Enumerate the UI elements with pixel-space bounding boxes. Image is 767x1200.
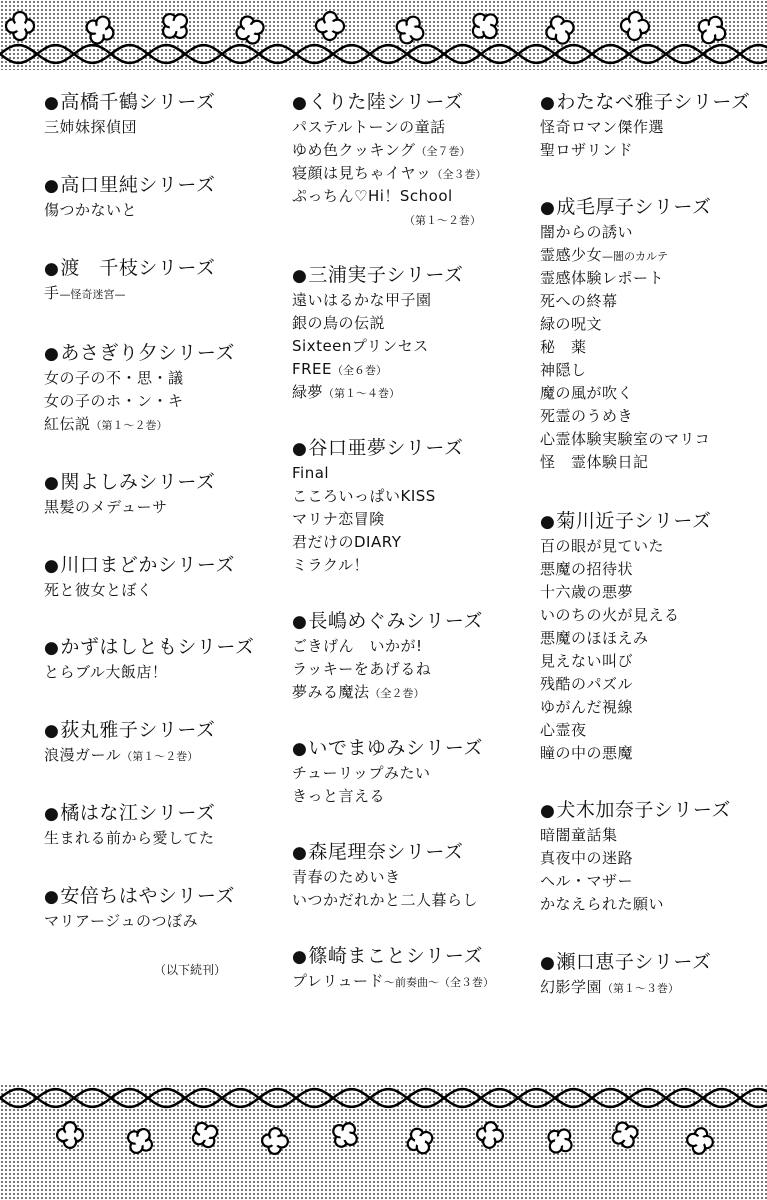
series-title: ● 渡 千枝シリーズ	[44, 254, 276, 282]
series-title: ● いでまゆみシリーズ	[292, 734, 532, 762]
bottom-wavy-ribbon-border	[0, 1070, 767, 1200]
book-title: いのちの火が見える	[540, 606, 680, 624]
book-title: 秘 薬	[540, 338, 587, 356]
flower-icon	[608, 1118, 642, 1152]
series-title: ● 犬木加奈子シリーズ	[540, 796, 765, 824]
series-title: ● 成毛厚子シリーズ	[540, 193, 765, 221]
series-title: ● あさぎり夕シリーズ	[44, 339, 276, 367]
flower-icon	[122, 1123, 157, 1158]
series-block	[44, 882, 276, 933]
book-main-title: 幻影学園	[540, 978, 603, 996]
series-title: ● かずはしともシリーズ	[44, 633, 276, 661]
book-title: 死霊のうめき	[540, 407, 634, 425]
book-title: Final	[292, 464, 330, 482]
book-title: きっと言える	[292, 787, 386, 805]
flower-icon	[685, 1126, 715, 1156]
volume-note: （全３巻）	[431, 168, 487, 181]
series-block	[44, 468, 276, 519]
flower-icon	[155, 6, 195, 46]
book-title: ヘル・マザー	[540, 872, 634, 890]
book-title	[44, 282, 276, 305]
volume-note: （第１～２巻）	[121, 750, 199, 763]
book-title: 真夜中の迷路	[540, 849, 634, 867]
series-title: ● 高橋千鶴シリーズ	[44, 88, 276, 116]
book-title: かなえられた願い	[540, 895, 665, 913]
series-title: ● 長嶋めぐみシリーズ	[292, 607, 532, 635]
book-title: 緑の呪文	[540, 315, 603, 333]
book-title: 生まれる前から愛してた	[44, 829, 215, 847]
book-title: 百の眼が見ていた	[540, 537, 665, 555]
book-title	[44, 413, 276, 436]
flower-icon	[476, 1121, 504, 1149]
book-title: 悪魔のほほえみ	[540, 629, 649, 647]
book-subtitle: ～前奏曲～	[383, 976, 439, 989]
book-title: ゆがんだ視線	[540, 698, 634, 716]
footnote-continued: （以下続刊）	[154, 963, 227, 977]
series-block	[540, 796, 765, 916]
book-title: とらブル大飯店！	[44, 663, 168, 681]
volume-note: （第１～２巻）	[404, 214, 481, 227]
series-title: ● 三浦実子シリーズ	[292, 261, 532, 289]
book-title: マリアージュのつぼみ	[44, 912, 198, 930]
series-block	[44, 716, 276, 767]
book-title: ミラクル！	[292, 556, 370, 574]
book-title: 魔の風が吹く	[540, 384, 634, 402]
book-title: 心霊体験実験室のマリコ	[540, 430, 711, 448]
book-title: 死への終幕	[540, 292, 618, 310]
flower-icon	[232, 12, 268, 48]
book-title	[292, 139, 532, 162]
book-title	[44, 744, 276, 767]
book-title: 神隠し	[540, 361, 587, 379]
book-title: 死と彼女とぼく	[44, 581, 153, 599]
book-title: 闇からの誘い	[540, 223, 634, 241]
book-subtitle: —闇のカルテ	[602, 250, 669, 263]
book-title: 女の子のホ・ン・キ	[44, 392, 184, 410]
book-title: ラッキーをあげるね	[292, 660, 432, 678]
book-title: 三姉妹探偵団	[44, 118, 138, 136]
book-title: 残酷のパズル	[540, 675, 634, 693]
book-title	[292, 358, 532, 381]
book-main-title: 浪漫ガール	[44, 746, 122, 764]
book-title: マリナ恋冒険	[292, 510, 385, 528]
book-title: 遠いはるかな甲子園	[292, 291, 432, 309]
flower-icon	[465, 6, 505, 46]
volume-note: （第１～４巻）	[323, 387, 401, 400]
book-main-title: ゆめ色クッキング	[292, 141, 416, 159]
book-title: いつかだれかと二人暮らし	[292, 891, 479, 909]
book-main-title: 緑夢	[292, 383, 324, 401]
volume-note: （第１～２巻）	[90, 419, 168, 432]
flower-icon	[403, 1124, 437, 1158]
series-title: ● 篠崎まことシリーズ	[292, 942, 532, 970]
book-title: 悪魔の招待状	[540, 560, 634, 578]
top-flower-row	[6, 6, 731, 49]
book-subtitle: —怪奇迷宮—	[59, 288, 126, 301]
series-block	[540, 88, 765, 162]
book-title	[292, 162, 532, 185]
book-title: こころいっぱいKISS	[292, 487, 436, 505]
series-block	[292, 734, 532, 808]
series-block	[44, 88, 276, 139]
series-title: ● 関よしみシリーズ	[44, 468, 276, 496]
volume-note: （全７巻）	[415, 145, 471, 158]
book-title: 心霊夜	[540, 721, 587, 739]
series-block	[44, 551, 276, 602]
book-title: パステルトーンの童話	[292, 118, 446, 136]
book-main-title: 寝顔は見ちゃイヤッ	[292, 164, 432, 182]
book-title: 青春のためいき	[292, 868, 401, 886]
top-wavy-ribbon-border	[0, 0, 767, 82]
flower-icon	[327, 1117, 363, 1153]
book-title: チューリップみたい	[292, 764, 431, 782]
book-title: 黒髪のメデューサ	[44, 498, 168, 516]
book-main-title: 霊感少女	[540, 246, 603, 264]
book-title: 十六歳の悪夢	[540, 583, 634, 601]
flower-icon	[82, 12, 119, 49]
flower-icon	[542, 12, 578, 48]
series-title: ● 瀬口恵子シリーズ	[540, 948, 765, 976]
book-main-title: プレリュード	[292, 972, 384, 990]
book-title	[292, 970, 532, 993]
series-block	[540, 193, 765, 474]
series-block	[292, 434, 532, 577]
bottom-flower-row	[57, 1117, 715, 1159]
book-title: 暗闇童話集	[540, 826, 618, 844]
series-block	[44, 339, 276, 436]
series-block	[44, 799, 276, 850]
series-title: ● 橘はな江シリーズ	[44, 799, 276, 827]
series-block	[44, 171, 276, 222]
flower-icon	[542, 1123, 578, 1159]
volume-note: （全６巻）	[332, 364, 388, 377]
flower-icon	[391, 11, 428, 48]
book-title: 怪奇ロマン傑作選	[540, 118, 665, 136]
flower-icon	[261, 1127, 288, 1154]
series-block	[292, 838, 532, 912]
book-title	[292, 681, 532, 704]
book-main-title: 紅伝説	[44, 415, 91, 433]
flower-icon	[620, 11, 650, 41]
series-title: ● 谷口亜夢シリーズ	[292, 434, 532, 462]
series-block	[292, 88, 532, 231]
series-title: ● 安倍ちはやシリーズ	[44, 882, 276, 910]
series-block	[44, 254, 276, 305]
series-block	[540, 507, 765, 765]
book-title: 霊感体験レポート	[540, 269, 665, 287]
book-title: Sixteenプリンセス	[292, 337, 429, 355]
series-title: ● わたなべ雅子シリーズ	[540, 88, 765, 116]
flower-icon	[693, 11, 731, 49]
series-title: ● 高口里純シリーズ	[44, 171, 276, 199]
series-block	[540, 948, 765, 999]
book-main-title: 手	[44, 284, 60, 302]
book-title: 銀の鳥の伝説	[292, 314, 386, 332]
book-title: ごきげん いかが!	[292, 637, 423, 655]
series-title: ● くりた陸シリーズ	[292, 88, 532, 116]
book-main-title: 夢みる魔法	[292, 683, 370, 701]
column-3	[540, 88, 765, 999]
book-title: 君だけのDIARY	[292, 533, 402, 551]
book-title	[292, 208, 532, 231]
book-title	[292, 381, 532, 404]
book-main-title: FREE	[292, 360, 333, 378]
flower-icon	[188, 1118, 223, 1153]
series-title: ● 川口まどかシリーズ	[44, 551, 276, 579]
series-title: ● 菊川近子シリーズ	[540, 507, 765, 535]
series-title: ● 荻丸雅子シリーズ	[44, 716, 276, 744]
column-2	[292, 88, 532, 993]
book-title: 傷つかないと	[44, 201, 138, 219]
book-title: 聖ロザリンド	[540, 141, 634, 159]
book-title: 見えない叫び	[540, 652, 634, 670]
book-title: ぷっちん♡Hi！School	[292, 187, 453, 205]
book-title: 瞳の中の悪魔	[540, 744, 634, 762]
volume-note: （全３巻）	[438, 976, 494, 989]
series-block	[292, 942, 532, 993]
series-block	[292, 607, 532, 704]
series-block	[292, 261, 532, 404]
series-title: ● 森尾理奈シリーズ	[292, 838, 532, 866]
book-title	[540, 976, 765, 999]
flower-icon	[316, 12, 345, 41]
volume-note: （第１～３巻）	[602, 982, 680, 995]
flower-icon	[57, 1122, 83, 1148]
column-1	[44, 88, 276, 933]
series-block	[44, 633, 276, 684]
book-title: 怪 霊体験日記	[540, 453, 649, 471]
book-title	[540, 244, 765, 267]
book-title: 女の子の不・思・議	[44, 369, 184, 387]
flower-icon	[6, 12, 34, 40]
volume-note: （全２巻）	[369, 687, 425, 700]
